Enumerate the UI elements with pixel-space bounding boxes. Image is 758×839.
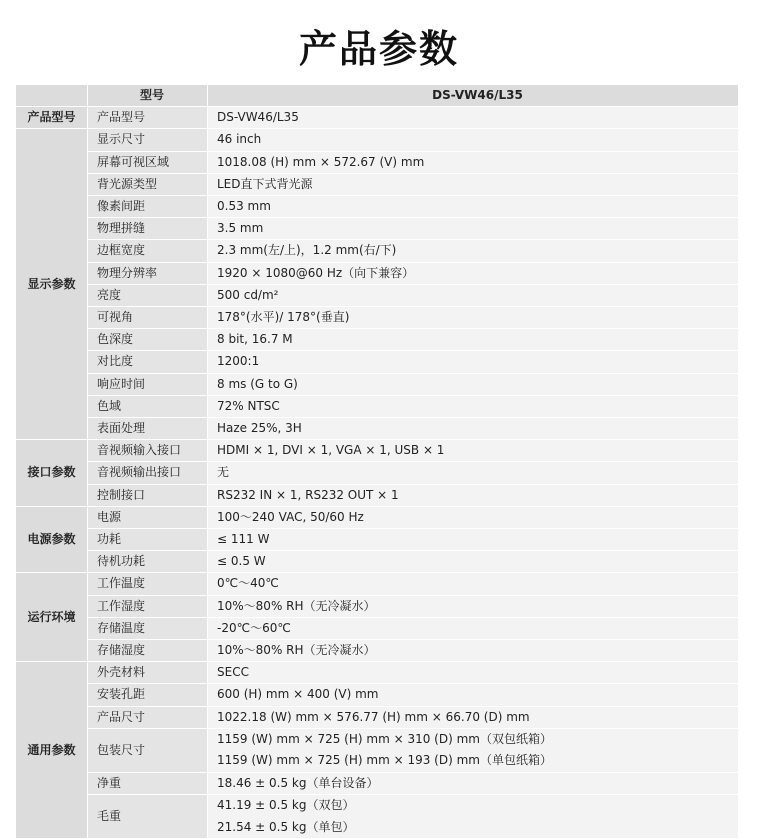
group-label: 显示参数 — [16, 129, 88, 440]
param-value-line: DS-VW46/L35 — [217, 110, 299, 125]
group-label: 运行环境 — [16, 573, 88, 662]
param-value-line: SECC — [217, 665, 249, 680]
table-row — [16, 728, 739, 772]
param-value — [208, 307, 739, 329]
param-value-line: 41.19 ± 0.5 kg（双包） — [217, 798, 355, 813]
param-value — [208, 129, 739, 151]
param-value — [208, 196, 739, 218]
param-name: 对比度 — [88, 351, 208, 373]
param-name: 电源 — [88, 506, 208, 528]
param-value — [208, 107, 739, 129]
param-name: 显示尺寸 — [88, 129, 208, 151]
table-row — [16, 329, 739, 351]
param-value-line: 无 — [217, 465, 230, 480]
table-row — [16, 418, 739, 440]
table-row — [16, 662, 739, 684]
table-row — [16, 129, 739, 151]
param-value — [208, 728, 739, 772]
param-value-line: 21.54 ± 0.5 kg（单包） — [217, 819, 355, 834]
table-row — [16, 173, 739, 195]
param-value-line: LED直下式背光源 — [217, 176, 313, 191]
table-row — [16, 395, 739, 417]
param-value-line: -20℃～60℃ — [217, 620, 291, 635]
param-value-line: 72% NTSC — [217, 398, 280, 413]
table-row — [16, 262, 739, 284]
param-value — [208, 573, 739, 595]
param-value — [208, 240, 739, 262]
param-value — [208, 462, 739, 484]
param-name: 工作湿度 — [88, 595, 208, 617]
table-row — [16, 706, 739, 728]
param-name: 存储温度 — [88, 617, 208, 639]
table-row — [16, 795, 739, 839]
param-value-line: 600 (H) mm × 400 (V) mm — [217, 687, 379, 702]
param-value — [208, 440, 739, 462]
param-value-line: 46 inch — [217, 132, 262, 147]
param-value-line: 100～240 VAC, 50/60 Hz — [217, 509, 364, 524]
param-value-line: 1920 × 1080@60 Hz（向下兼容） — [217, 265, 415, 280]
param-value — [208, 595, 739, 617]
param-name: 亮度 — [88, 284, 208, 306]
param-name: 色深度 — [88, 329, 208, 351]
param-value-line: 8 bit, 16.7 M — [217, 332, 293, 347]
param-value-line: 178°(水平)/ 178°(垂直) — [217, 310, 350, 325]
param-value — [208, 484, 739, 506]
param-value — [208, 640, 739, 662]
param-name: 功耗 — [88, 529, 208, 551]
param-value-line: 8 ms (G to G) — [217, 376, 298, 391]
table-row — [16, 506, 739, 528]
param-name: 屏幕可视区域 — [88, 151, 208, 173]
param-name: 产品尺寸 — [88, 706, 208, 728]
param-value-line: 3.5 mm — [217, 221, 264, 236]
param-value — [208, 795, 739, 839]
param-name: 音视频输入接口 — [88, 440, 208, 462]
table-row — [16, 196, 739, 218]
param-value — [208, 418, 739, 440]
param-value — [208, 684, 739, 706]
param-value-line: ≤ 0.5 W — [217, 554, 266, 569]
param-value — [208, 506, 739, 528]
spec-table — [15, 84, 739, 839]
table-row — [16, 351, 739, 373]
group-label: 接口参数 — [16, 440, 88, 507]
param-name: 控制接口 — [88, 484, 208, 506]
table-row — [16, 151, 739, 173]
table-row — [16, 373, 739, 395]
param-name: 表面处理 — [88, 418, 208, 440]
param-name: 毛重 — [88, 795, 208, 839]
param-name: 色域 — [88, 395, 208, 417]
param-value-line: 10%～80% RH（无冷凝水） — [217, 643, 376, 658]
param-value — [208, 662, 739, 684]
group-label: 电源参数 — [16, 506, 88, 573]
page-title: 产品参数 — [298, 27, 459, 71]
header-cell-model-label: 型号 — [88, 85, 208, 107]
param-name: 存储湿度 — [88, 640, 208, 662]
param-name: 产品型号 — [88, 107, 208, 129]
param-value-line: RS232 IN × 1, RS232 OUT × 1 — [217, 487, 399, 502]
param-name: 背光源类型 — [88, 173, 208, 195]
param-value — [208, 284, 739, 306]
table-row — [16, 484, 739, 506]
spec-table-body — [16, 85, 739, 839]
table-row — [16, 684, 739, 706]
param-value — [208, 772, 739, 794]
table-row — [16, 462, 739, 484]
param-name: 工作温度 — [88, 573, 208, 595]
param-value — [208, 151, 739, 173]
header-cell-blank — [16, 85, 88, 107]
table-row — [16, 107, 739, 129]
param-value — [208, 395, 739, 417]
param-name: 外壳材料 — [88, 662, 208, 684]
param-value-line: 1018.08 (H) mm × 572.67 (V) mm — [217, 154, 425, 169]
param-value — [208, 173, 739, 195]
param-value — [208, 218, 739, 240]
param-value — [208, 329, 739, 351]
param-value — [208, 351, 739, 373]
param-value-line: 1159 (W) mm × 725 (H) mm × 310 (D) mm（双包纸箱） — [217, 731, 552, 746]
header-cell-model-value: DS-VW46/L35 — [208, 85, 739, 107]
param-name: 像素间距 — [88, 196, 208, 218]
group-label: 通用参数 — [16, 662, 88, 839]
param-value — [208, 551, 739, 573]
group-label: 产品型号 — [16, 107, 88, 129]
param-value-line: 10%～80% RH（无冷凝水） — [217, 598, 376, 613]
param-name: 净重 — [88, 772, 208, 794]
param-name: 可视角 — [88, 307, 208, 329]
param-name: 边框宽度 — [88, 240, 208, 262]
param-value-line: 18.46 ± 0.5 kg（单台设备） — [217, 775, 379, 790]
param-value-line: 1200:1 — [217, 354, 260, 369]
table-row — [16, 573, 739, 595]
param-name: 音视频输出接口 — [88, 462, 208, 484]
param-name: 安装孔距 — [88, 684, 208, 706]
param-value — [208, 373, 739, 395]
param-value-line: 1159 (W) mm × 725 (H) mm × 193 (D) mm（单包纸箱） — [217, 753, 552, 768]
param-value-line: 0℃～40℃ — [217, 576, 279, 591]
table-row — [16, 772, 739, 794]
table-row — [16, 307, 739, 329]
param-value-line: ≤ 111 W — [217, 532, 270, 547]
param-value-line: 500 cd/m² — [217, 287, 279, 302]
table-row — [16, 240, 739, 262]
table-row — [16, 440, 739, 462]
param-value-line: 2.3 mm(左/上)，1.2 mm(右/下) — [217, 243, 397, 258]
param-value — [208, 529, 739, 551]
table-row — [16, 595, 739, 617]
param-value — [208, 706, 739, 728]
param-value-line: 1022.18 (W) mm × 576.77 (H) mm × 66.70 (D) mm — [217, 709, 530, 724]
param-value-line: 0.53 mm — [217, 199, 271, 214]
param-name: 响应时间 — [88, 373, 208, 395]
param-name: 待机功耗 — [88, 551, 208, 573]
table-row — [16, 640, 739, 662]
param-value-line: Haze 25%, 3H — [217, 421, 302, 436]
table-header-row — [16, 85, 739, 107]
param-name: 包装尺寸 — [88, 728, 208, 772]
param-value — [208, 262, 739, 284]
table-row — [16, 218, 739, 240]
param-name: 物理拼缝 — [88, 218, 208, 240]
param-value — [208, 617, 739, 639]
table-row — [16, 284, 739, 306]
table-row — [16, 529, 739, 551]
table-row — [16, 617, 739, 639]
param-name: 物理分辨率 — [88, 262, 208, 284]
param-value-line: HDMI × 1, DVI × 1, VGA × 1, USB × 1 — [217, 443, 445, 458]
table-row — [16, 551, 739, 573]
